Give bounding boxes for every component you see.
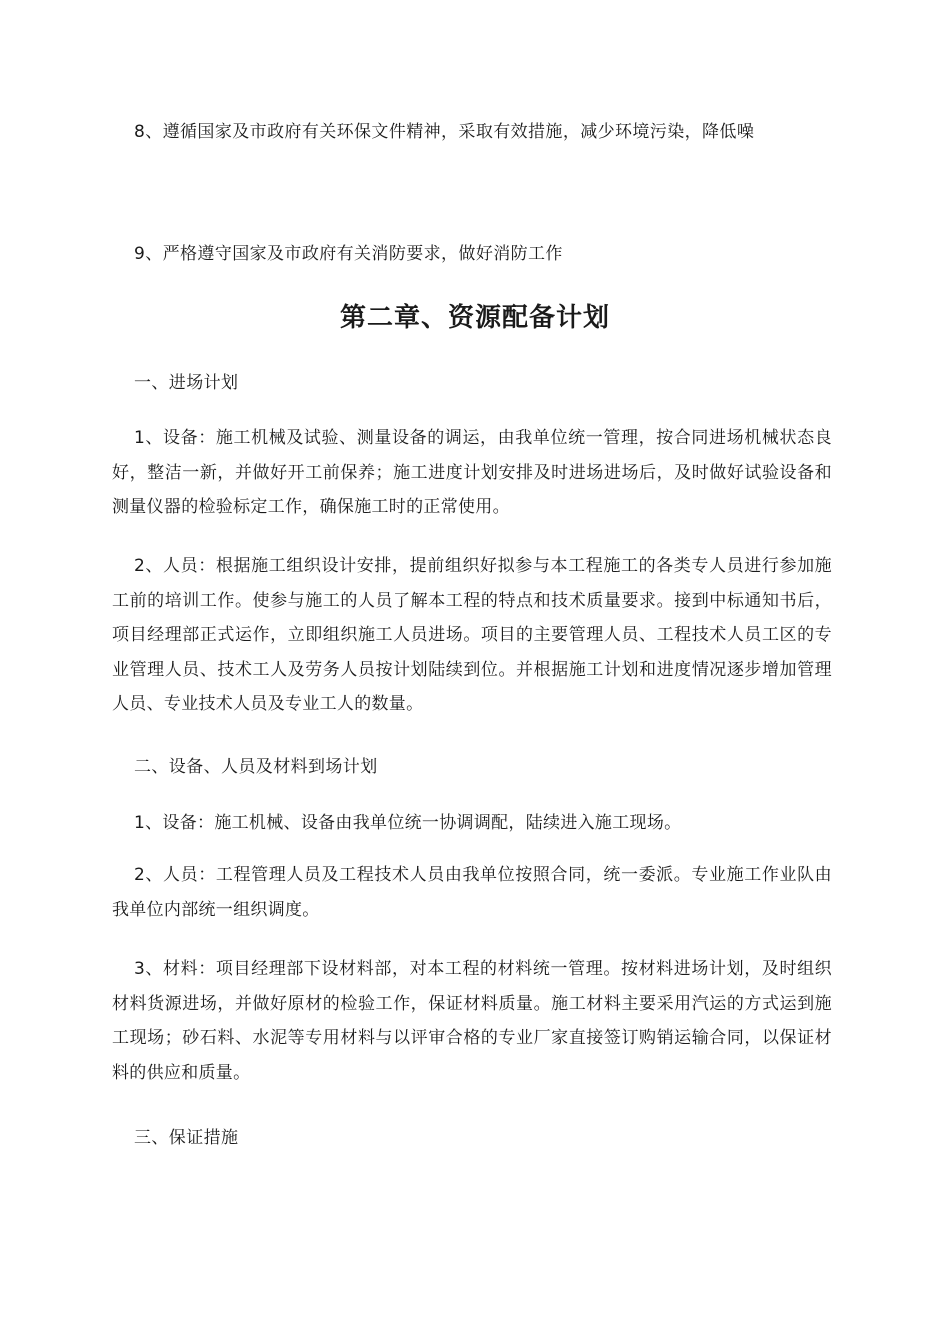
chapter-title: 第二章、资源配备计划 bbox=[339, 303, 610, 333]
paragraph-equipment-arrival: 1、设备：施工机械、设备由我单位统一协调调配，陆续进入施工现场。 bbox=[134, 813, 682, 833]
list-item-9: 9、严格遵守国家及市政府有关消防要求，做好消防工作 bbox=[134, 244, 563, 264]
paragraph-equipment-entry: 1、设备：施工机械及试验、测量设备的调运，由我单位统一管理，按合同进场机械状态良好，整洁一新，并做好开工前保养；施工进度计划安排及时进场进场后，及时做好试验设备和测量仪器的检验标定工作，确保施工时的正常使用。 bbox=[112, 428, 832, 517]
paragraph-personnel-entry: 2、人员：根据施工组织设计安排，提前组织好拟参与本工程施工的各类专人员进行参加施工前的培训工作。使参与施工的人员了解本工程的特点和技术质量要求。接到中标通知书后，项目经理部正式运作，立即组织施工人员进场。项目的主要管理人员、工程技术人员工区的专业管理人员、技术工人及劳务人员按计划陆续到位。并根据施工计划和进度情况逐步增加管理人员、专业技术人员及专业工人的数量。 bbox=[112, 556, 832, 714]
section-title-guarantee-measures: 三、保证措施 bbox=[134, 1128, 239, 1148]
section-title-arrival-plan: 二、设备、人员及材料到场计划 bbox=[134, 757, 378, 777]
list-item-8: 8、遵循国家及市政府有关环保文件精神，采取有效措施，减少环境污染，降低噪 bbox=[134, 122, 755, 142]
paragraph-materials-arrival: 3、材料：项目经理部下设材料部，对本工程的材料统一管理。按材料进场计划，及时组织材料货源进场，并做好原材的检验工作，保证材料质量。施工材料主要采用汽运的方式运到施工现场；砂石料、水泥等专用材料与以评审合格的专业厂家直接签订购销运输合同，以保证材料的供应和质量。 bbox=[112, 959, 832, 1083]
section-title-entry-plan: 一、进场计划 bbox=[134, 373, 239, 393]
paragraph-personnel-arrival: 2、人员：工程管理人员及工程技术人员由我单位按照合同，统一委派。专业施工作业队由我单位内部统一组织调度。 bbox=[112, 865, 832, 920]
